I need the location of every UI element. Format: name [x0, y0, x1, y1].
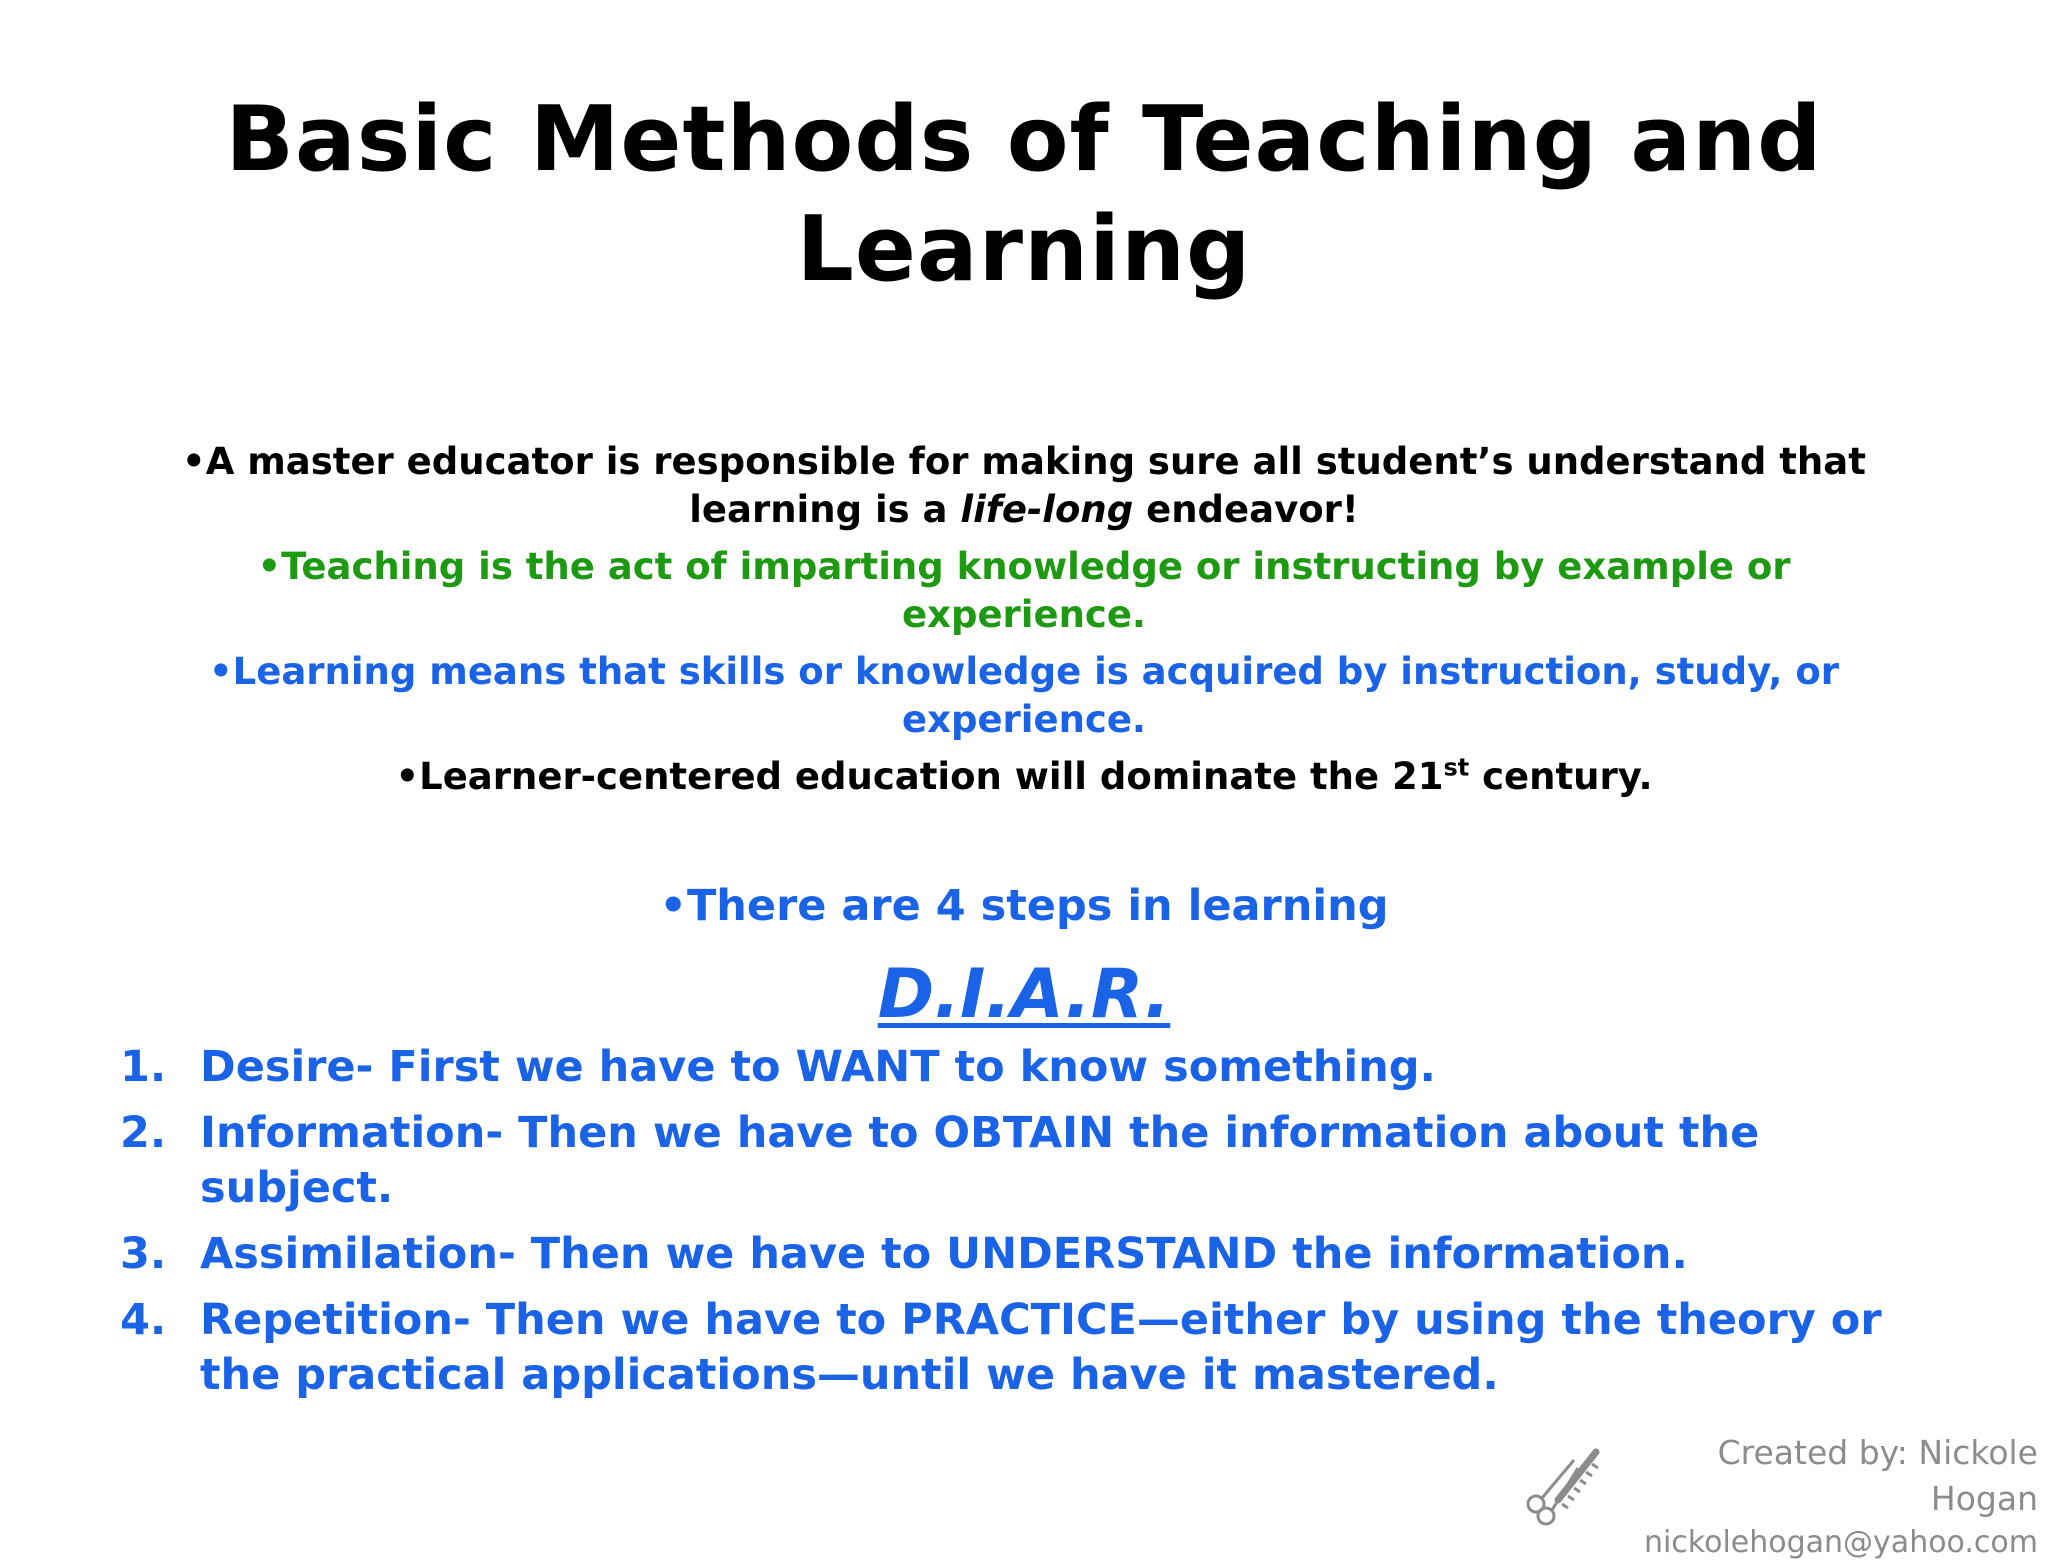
step-text: Information- Then we have to OBTAIN the information about the subject.	[200, 1108, 1760, 1213]
paragraph-teaching-definition: •Teaching is the act of imparting knowledge or instructing by example or experience.	[257, 545, 1791, 636]
paragraph-master-educator	[150, 438, 1898, 534]
list-item	[120, 1040, 1950, 1095]
step-number: 2.	[120, 1108, 167, 1158]
watermark-author: Created by: Nickole Hogan	[1717, 1433, 2038, 1518]
p1-italic-text: life-long	[960, 488, 1134, 531]
step-number: 4.	[120, 1295, 167, 1345]
watermark-text	[1610, 1430, 2038, 1564]
acronym-heading: D.I.A.R.	[877, 955, 1171, 1034]
step-text: Assimilation- Then we have to UNDERSTAND the information.	[200, 1229, 1688, 1279]
watermark-email: nickolehogan@yahoo.com	[1643, 1525, 2038, 1560]
step-number: 1.	[120, 1042, 167, 1092]
paragraph-learning-definition: •Learning means that skills or knowledge is acquired by instruction, study, or experience.	[209, 650, 1839, 741]
p4-superscript: st	[1443, 753, 1470, 782]
creator-watermark	[1518, 1430, 2038, 1560]
p1-text-start: •A master educator is responsible for making sure all student’s understand that learning is a	[182, 440, 1866, 531]
steps-intro: •There are 4 steps in learning	[659, 881, 1389, 931]
list-item	[120, 1106, 1950, 1216]
scissors-comb-icon	[1518, 1438, 1608, 1528]
title-line-2: Learning	[796, 197, 1252, 302]
list-item	[120, 1293, 1950, 1403]
list-item	[120, 1227, 1950, 1282]
steps-list	[120, 1040, 1950, 1414]
p4-text-start: •Learner-centered education will dominate the 21	[395, 755, 1444, 798]
step-text: Desire- First we have to WANT to know something.	[200, 1042, 1436, 1092]
step-number: 3.	[120, 1229, 167, 1279]
paragraph-learner-centered	[150, 753, 1898, 801]
step-text: Repetition- Then we have to PRACTICE—either by using the theory or the practical applications—until we have it mastered.	[200, 1295, 1882, 1400]
slide-title	[0, 85, 2048, 305]
p4-text-end: century.	[1469, 755, 1653, 798]
p1-text-end: endeavor!	[1133, 488, 1359, 531]
title-line-1: Basic Methods of Teaching and	[225, 87, 1823, 192]
